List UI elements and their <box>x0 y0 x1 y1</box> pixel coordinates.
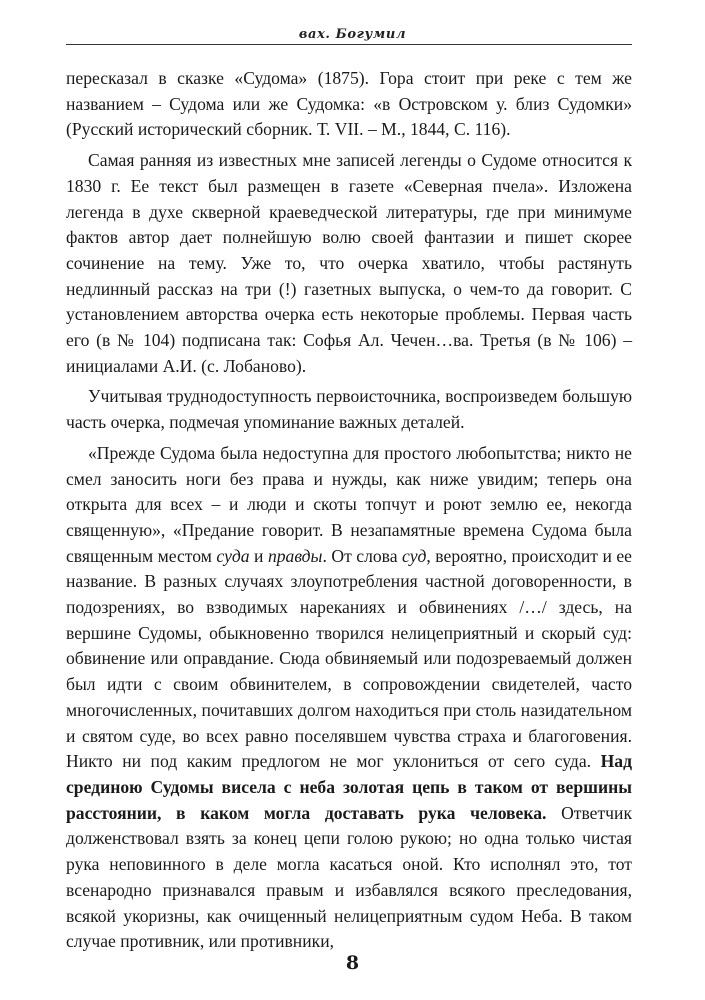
italic-word-sud: суд <box>402 545 427 566</box>
body-text <box>66 66 632 955</box>
header-rule <box>66 44 632 45</box>
quote-text: Ответчик долженствовал взять за конец цепи голою рукою; но одна только чистая рука неповинного в деле могла касаться оной. Кто исполнял это, тот всенародно признавался правым и избавлялся всякого преследования, всякой укоризны, как очищенный нелицеприятным судом Неба. В таком случае противник, или противники, <box>66 802 632 952</box>
paragraph-earliest-record: Самая ранняя из известных мне записей легенды о Судоме относится к 1830 г. Ее текст был размещен в газете «Северная пчела». Изложена легенда в духе скверной краеведческой литературы, где при минимуме фактов автор дает полнейшую волю своей фантазии и пишет скорее сочинение на тему. Уже то, что очерка хватило, чтобы растянуть недлинный рассказ на три (!) газетных выпуска, о чем-то да говорит. С установлением авторства очерка есть некоторые проблемы. Первая часть его (в № 104) подписана так: Софья Ал. Чечен…ва. Третья (в № 106) – инициалами А.И. (с. Лобаново). <box>66 150 632 376</box>
bold-golden-chain: Над срединою Судомы висела с неба золотая цепь в таком от вершины расстоянии, в каком могла доставать рука человека. <box>66 751 632 823</box>
quoted-essay <box>66 441 632 955</box>
quote-text: . От слова <box>322 545 403 566</box>
italic-word-suda: суда <box>216 545 250 566</box>
quote-text: и <box>249 545 268 566</box>
quote-text: «Прежде Судома была недоступна для простого любопытства; никто не смел заносить ноги без права и нужды, как ниже увидим; теперь она открыта для всех – и люди и скоты топчут и роют землю ее, некогда священную», «Предание говорит. В незапамятные времена Судома была священным местом <box>66 442 632 566</box>
italic-word-pravdy: правды <box>267 545 323 566</box>
page-number: 8 <box>345 952 360 974</box>
paragraph-continued: пересказал в сказке «Судома» (1875). Гора стоит при реке с тем же названием – Судома или же Судомка: «в Островском у. близ Судомки» (Русский исторический сборник. Т. VII. – М., 1844, С. 116). <box>66 68 632 140</box>
running-head: вах. Богумил <box>298 27 407 42</box>
paragraph-reproduction-note: Учитывая труднодоступность первоисточника, воспроизведем большую часть очерка, подмечая упоминание важных деталей. <box>66 386 632 433</box>
quote-text: , вероятно, происходит и ее название. В разных случаях злоупотребления частной договоренности, в подозрениях, во взводимых нареканиях и обвинениях /…/ здесь, на вершине Судомы, обыкновенно творился нелицеприятный и скорый суд: обвинение или оправдание. Сюда обвиняемый или подозреваемый должен был идти с своим обвинителем, в сопровождении свидетелей, часто многочисленных, почитавших долгом находиться при столь назидательном и святом суде, во всех равно поселявшем чувства страха и благоговения. Никто ни под каким предлогом не мог уклониться от сего суда. <box>66 545 632 772</box>
